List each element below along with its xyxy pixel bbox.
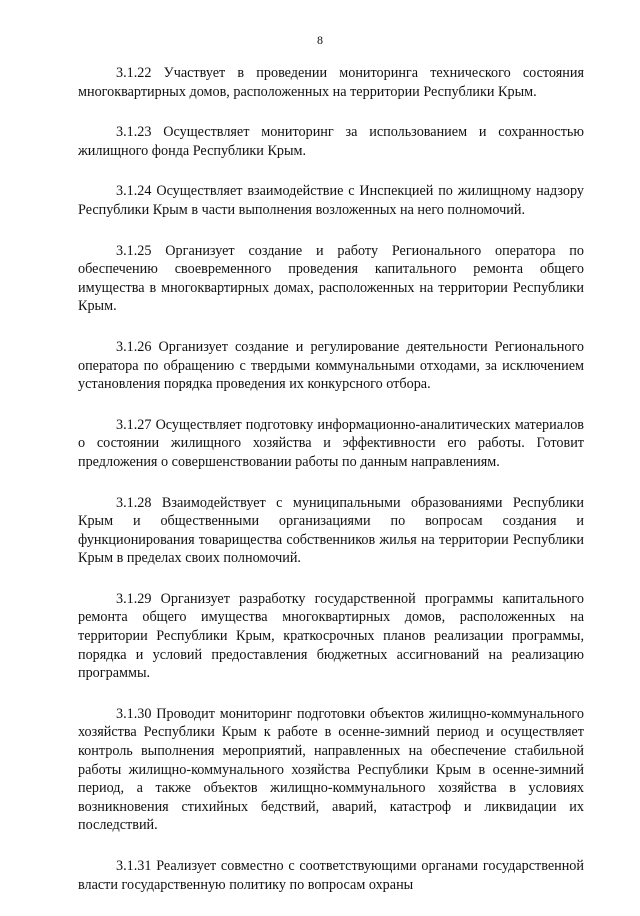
paragraph-3-1-31: 3.1.31 Реализует совместно с соответствующими органами государственной власти государственную политику по вопросам охраны [78,858,584,893]
document-body [78,64,584,916]
paragraph-3-1-23: 3.1.23 Осуществляет мониторинг за использованием и сохранностью жилищного фонда Республики Крым. [78,124,584,159]
paragraph-3-1-27: 3.1.27 Осуществляет подготовку информационно-аналитических материалов о состоянии жилищного хозяйства и эффективности его работы. Готовит предложения о совершенствовании работы по данным направлениям. [78,416,584,470]
paragraph-3-1-24: 3.1.24 Осуществляет взаимодействие с Инспекцией по жилищному надзору Республики Крым в части выполнения возложенных на него полномочий. [78,183,584,218]
paragraph-3-1-25: 3.1.25 Организует создание и работу Регионального оператора по обеспечению своевременного проведения капитального ремонта общего имущества в многоквартирных домах, расположенных на территории Республики Крым. [78,242,584,315]
paragraph-3-1-26: 3.1.26 Организует создание и регулирование деятельности Регионального оператора по обращению с твердыми коммунальными отходами, за исключением установления порядка проведения их конкурсного отбора. [78,338,584,393]
paragraph-3-1-29: 3.1.29 Организует разработку государственной программы капитального ремонта общего имущества многоквартирных домов, расположенных на территории Республики Крым, краткосрочных планов реализации программы, порядка и условий предоставления бюджетных ассигнований на реализацию программы. [78,590,584,682]
paragraph-3-1-22: 3.1.22 Участвует в проведении мониторинга технического состояния многоквартирных домов, расположенных на территории Республики Крым. [78,65,584,100]
paragraph-3-1-30: 3.1.30 Проводит мониторинг подготовки объектов жилищно-коммунального хозяйства Республики Крым к работе в осенне-зимний период и осуществляет контроль выполнения мероприятий, направленных на обеспечение стабильной работы жилищно-коммунального хозяйства Республики Крым в осенне-зимний период, а также объектов жилищно-коммунального хозяйства в условиях возникновения стихийных бедствий, аварий, катастроф и ликвидации их последствий. [78,705,584,834]
page-number: 8 [317,33,323,47]
paragraph-3-1-28: 3.1.28 Взаимодействует с муниципальными образованиями Республики Крым и общественными организациями по вопросам создания и функционирования товарищества собственников жилья на территории Республики Крым в пределах своих полномочий. [78,494,584,567]
